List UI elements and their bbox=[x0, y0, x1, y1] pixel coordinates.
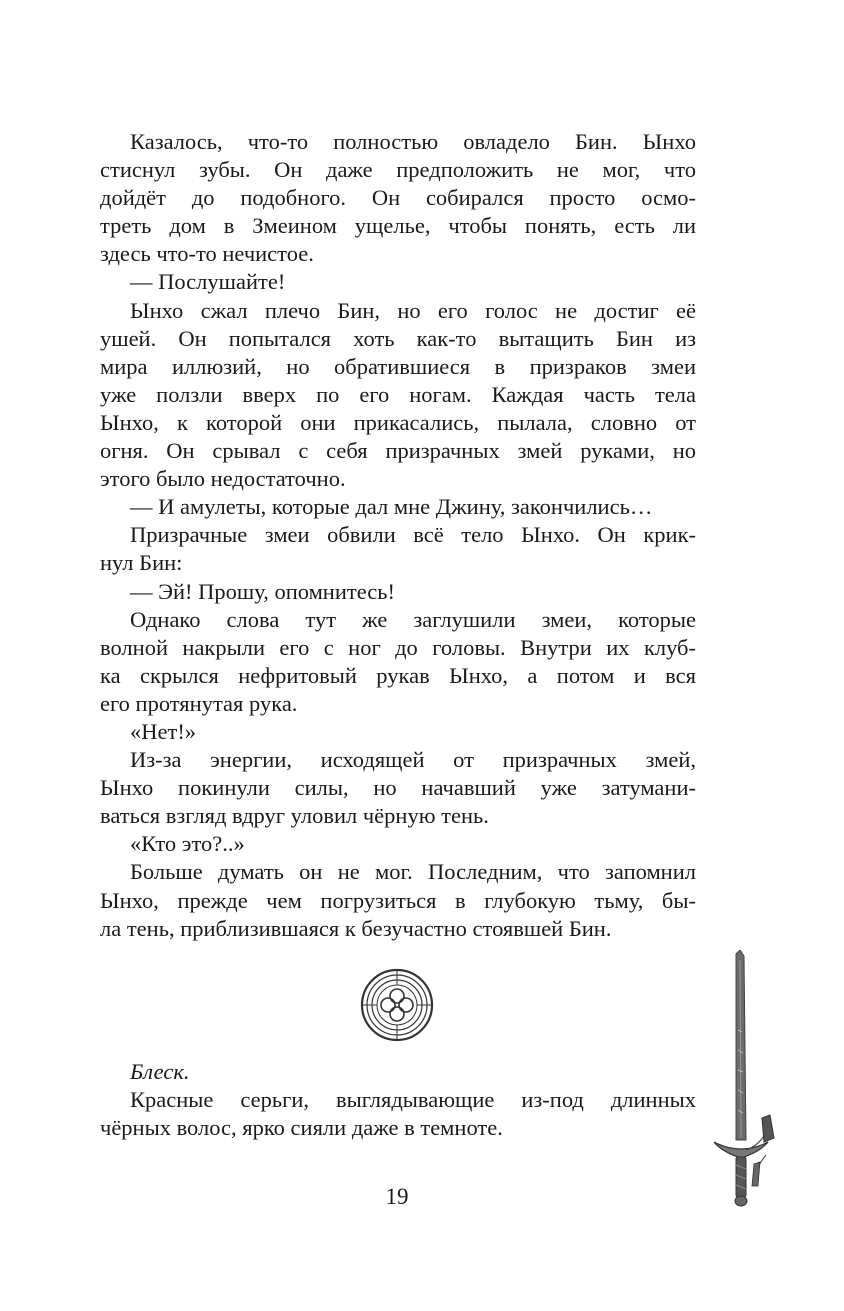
text-line: стиснул зубы. Он даже предположить не мог, что bbox=[100, 157, 696, 183]
text-line: Ынхо покинули силы, но начавший уже затумани- bbox=[100, 775, 696, 801]
text-line: треть дом в Змеином ущелье, чтобы понять, есть ли bbox=[100, 213, 696, 239]
text-line: — И амулеты, которые дал мне Джину, закончились… bbox=[130, 494, 653, 520]
text-line: Ынхо, прежде чем погрузиться в глубокую тьму, бы- bbox=[100, 887, 696, 913]
text-line: ушей. Он попытался хоть как-то вытащить Бин из bbox=[100, 325, 696, 351]
sword-icon bbox=[700, 950, 790, 1210]
text-line: дойдёт до подобного. Он собирался просто осмо- bbox=[100, 185, 696, 211]
text-line: Ынхо сжал плечо Бин, но его голос не достиг её bbox=[130, 297, 696, 323]
text-line: Призрачные змеи обвили всё тело Ынхо. Он крик- bbox=[130, 522, 696, 548]
ornament-emblem-icon bbox=[360, 968, 434, 1042]
text-line: мира иллюзий, но обратившиеся в призраков змеи bbox=[100, 353, 696, 379]
text-line: уже ползли вверх по его ногам. Каждая часть тела bbox=[100, 381, 696, 407]
text-line: его протянутая рука. bbox=[100, 690, 298, 716]
text-line: огня. Он срывал с себя призрачных змей руками, но bbox=[100, 438, 696, 464]
section-two bbox=[100, 1058, 696, 1142]
text-line: Больше думать он не мог. Последним, что запомнил bbox=[130, 859, 696, 885]
text-line: Однако слова тут же заглушили змеи, которые bbox=[130, 606, 696, 632]
text-line: «Нет!» bbox=[130, 718, 197, 744]
page-number: 19 bbox=[385, 1184, 409, 1209]
main-text bbox=[100, 128, 696, 943]
text-line: — Эй! Прошу, опомнитесь! bbox=[130, 578, 396, 604]
text-line: — Послушайте! bbox=[130, 269, 286, 295]
text-line: ла тень, приблизившаяся к безучастно стоявшей Бин. bbox=[100, 915, 612, 941]
text-line: ваться взгляд вдруг уловил чёрную тень. bbox=[100, 803, 489, 829]
text-line: Красные серьги, выглядывающие из-под длинных bbox=[130, 1087, 696, 1113]
text-line: Из-за энергии, исходящей от призрачных змей, bbox=[130, 747, 696, 773]
text-line: «Кто это?..» bbox=[130, 831, 245, 857]
text-line: Казалось, что-то полностью овладело Бин. Ынхо bbox=[130, 129, 696, 154]
text-line: ка скрылся нефритовый рукав Ынхо, а потом и вся bbox=[100, 662, 696, 688]
text-line: Ынхо, к которой они прикасались, пылала, словно от bbox=[100, 409, 696, 435]
text-line: чёрных волос, ярко сияли даже в темноте. bbox=[100, 1115, 503, 1141]
section-heading: Блеск. bbox=[130, 1059, 190, 1084]
text-line: здесь что-то нечистое. bbox=[100, 241, 314, 267]
text-line: этого было недостаточно. bbox=[100, 466, 346, 492]
text-line: нул Бин: bbox=[100, 550, 183, 576]
text-line: волной накрыли его с ног до головы. Внутри их клуб- bbox=[100, 634, 696, 660]
